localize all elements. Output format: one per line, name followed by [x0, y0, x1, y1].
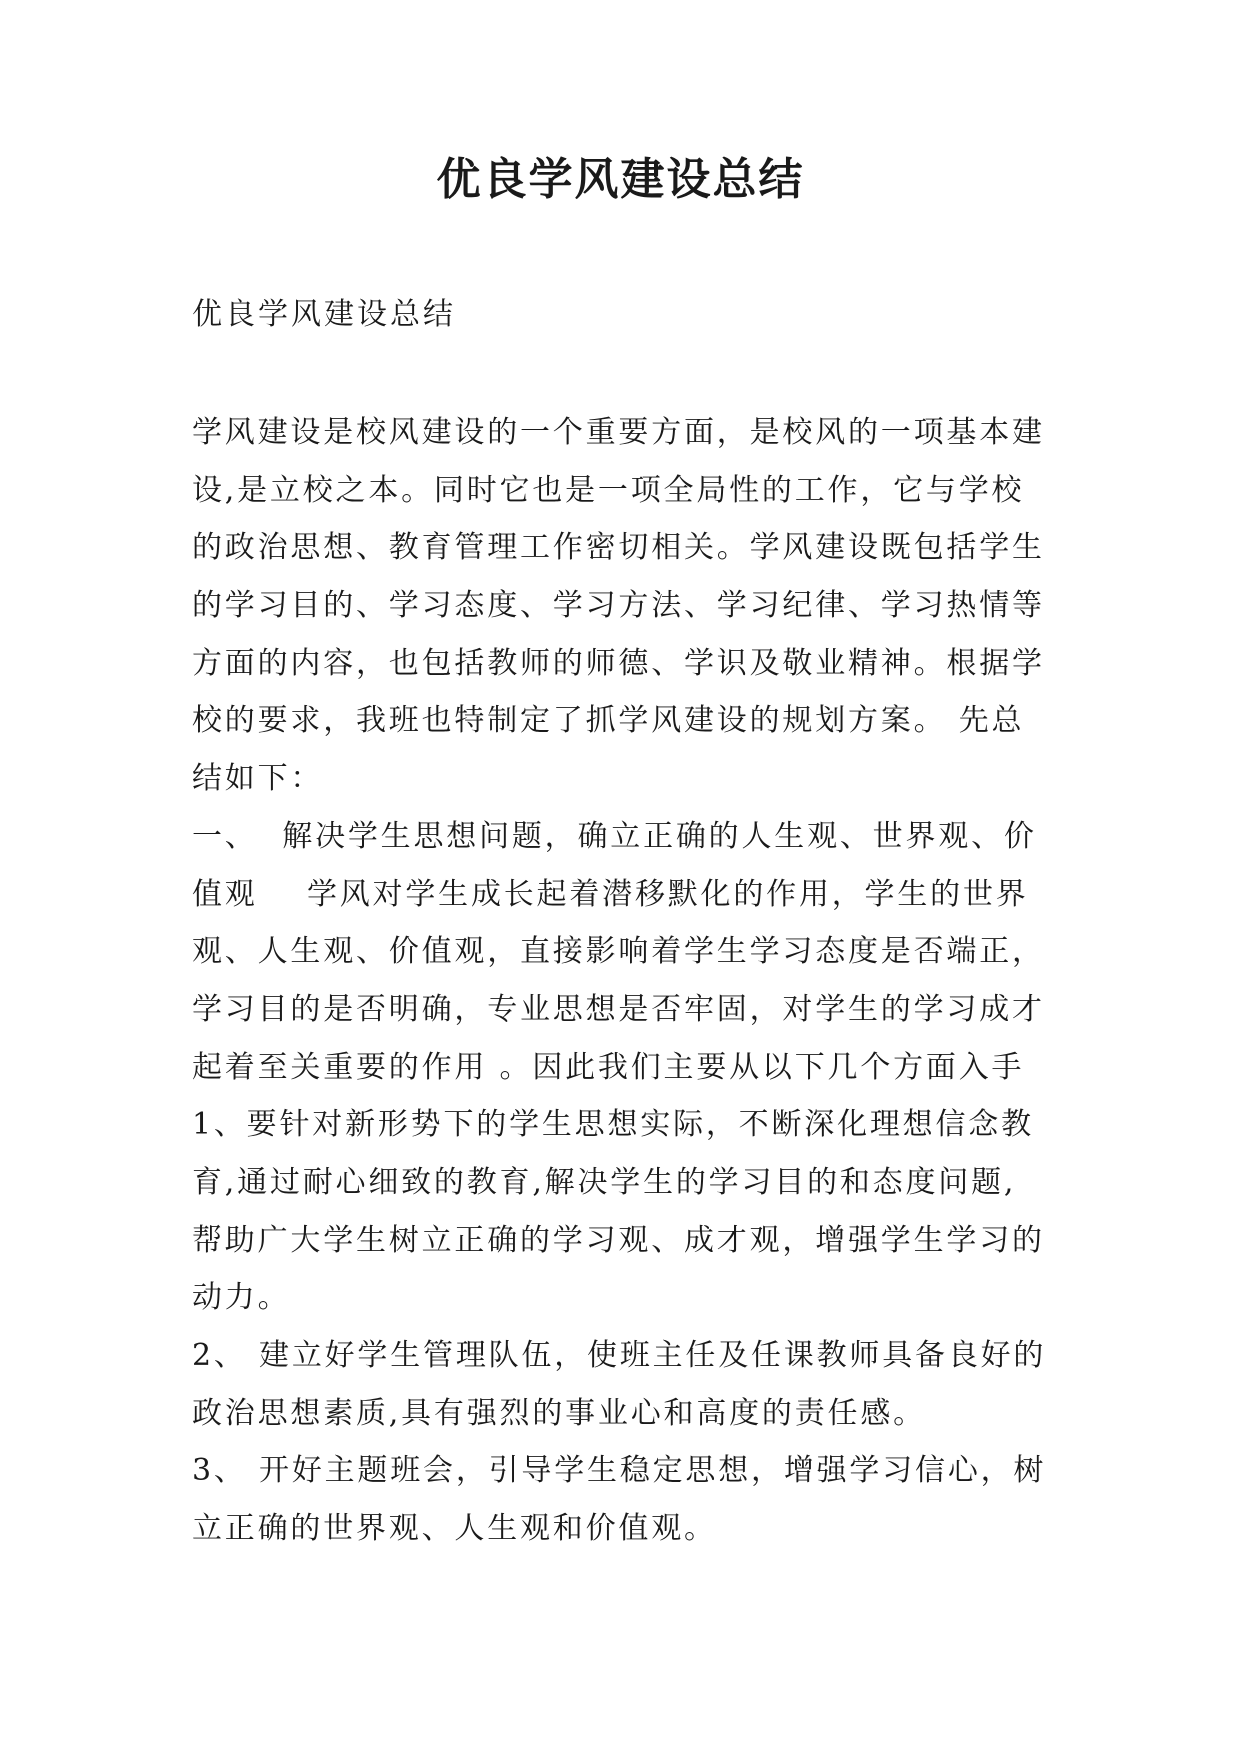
body-line: 设,是立校之本。同时它也是一项全局性的工作，它与学校	[192, 472, 1025, 508]
document-subtitle: 优良学风建设总结	[192, 297, 456, 332]
body-line: 学风建设是校风建设的一个重要方面，是校风的一项基本建	[192, 415, 1045, 450]
list-item-line: 1、要针对新形势下的学生思想实际，不断深化理想信念教	[192, 1107, 1034, 1143]
body-line: 帮助广大学生树立正确的学习观、成才观，增强学生学习的	[192, 1222, 1045, 1258]
body-line: 值观 学风对学生成长起着潜移默化的作用，学生的世界	[192, 876, 1029, 912]
section-heading-line: 一、 解决学生思想问题，确立正确的人生观、世界观、价	[192, 818, 1037, 854]
body-line: 校的要求，我班也特制定了抓学风建设的规划方案。 先总	[192, 703, 1025, 739]
document-title: 优良学风建设总结	[436, 154, 805, 205]
body-line: 立正确的世界观、人生观和价值观。	[192, 1511, 717, 1547]
document-body	[192, 404, 1072, 1558]
body-line: 方面的内容，也包括教师的师德、学识及敬业精神。根据学	[192, 645, 1045, 681]
body-line: 动力。	[192, 1280, 291, 1316]
body-line: 政治思想素质,具有强烈的事业心和高度的责任感。	[192, 1395, 926, 1431]
list-item-line: 2、 建立好学生管理队伍，使班主任及任课教师具备良好的	[192, 1338, 1047, 1373]
body-line: 起着至关重要的作用 。因此我们主要从以下几个方面入手	[192, 1049, 1025, 1085]
body-line: 学习目的是否明确，专业思想是否牢固，对学生的学习成才	[192, 991, 1045, 1027]
body-line: 的政治思想、教育管理工作密切相关。学风建设既包括学生	[192, 530, 1045, 566]
body-line: 的学习目的、学习态度、学习方法、学习纪律、学习热情等	[192, 588, 1045, 624]
list-item-line: 3、 开好主题班会，引导学生稳定思想，增强学习信心，树	[192, 1453, 1047, 1489]
body-line: 观、人生观、价值观，直接影响着学生学习态度是否端正，	[192, 934, 1045, 970]
body-line: 育,通过耐心细致的教育,解决学生的学习目的和态度问题,	[192, 1164, 1017, 1200]
body-line: 结如下：	[192, 761, 324, 797]
